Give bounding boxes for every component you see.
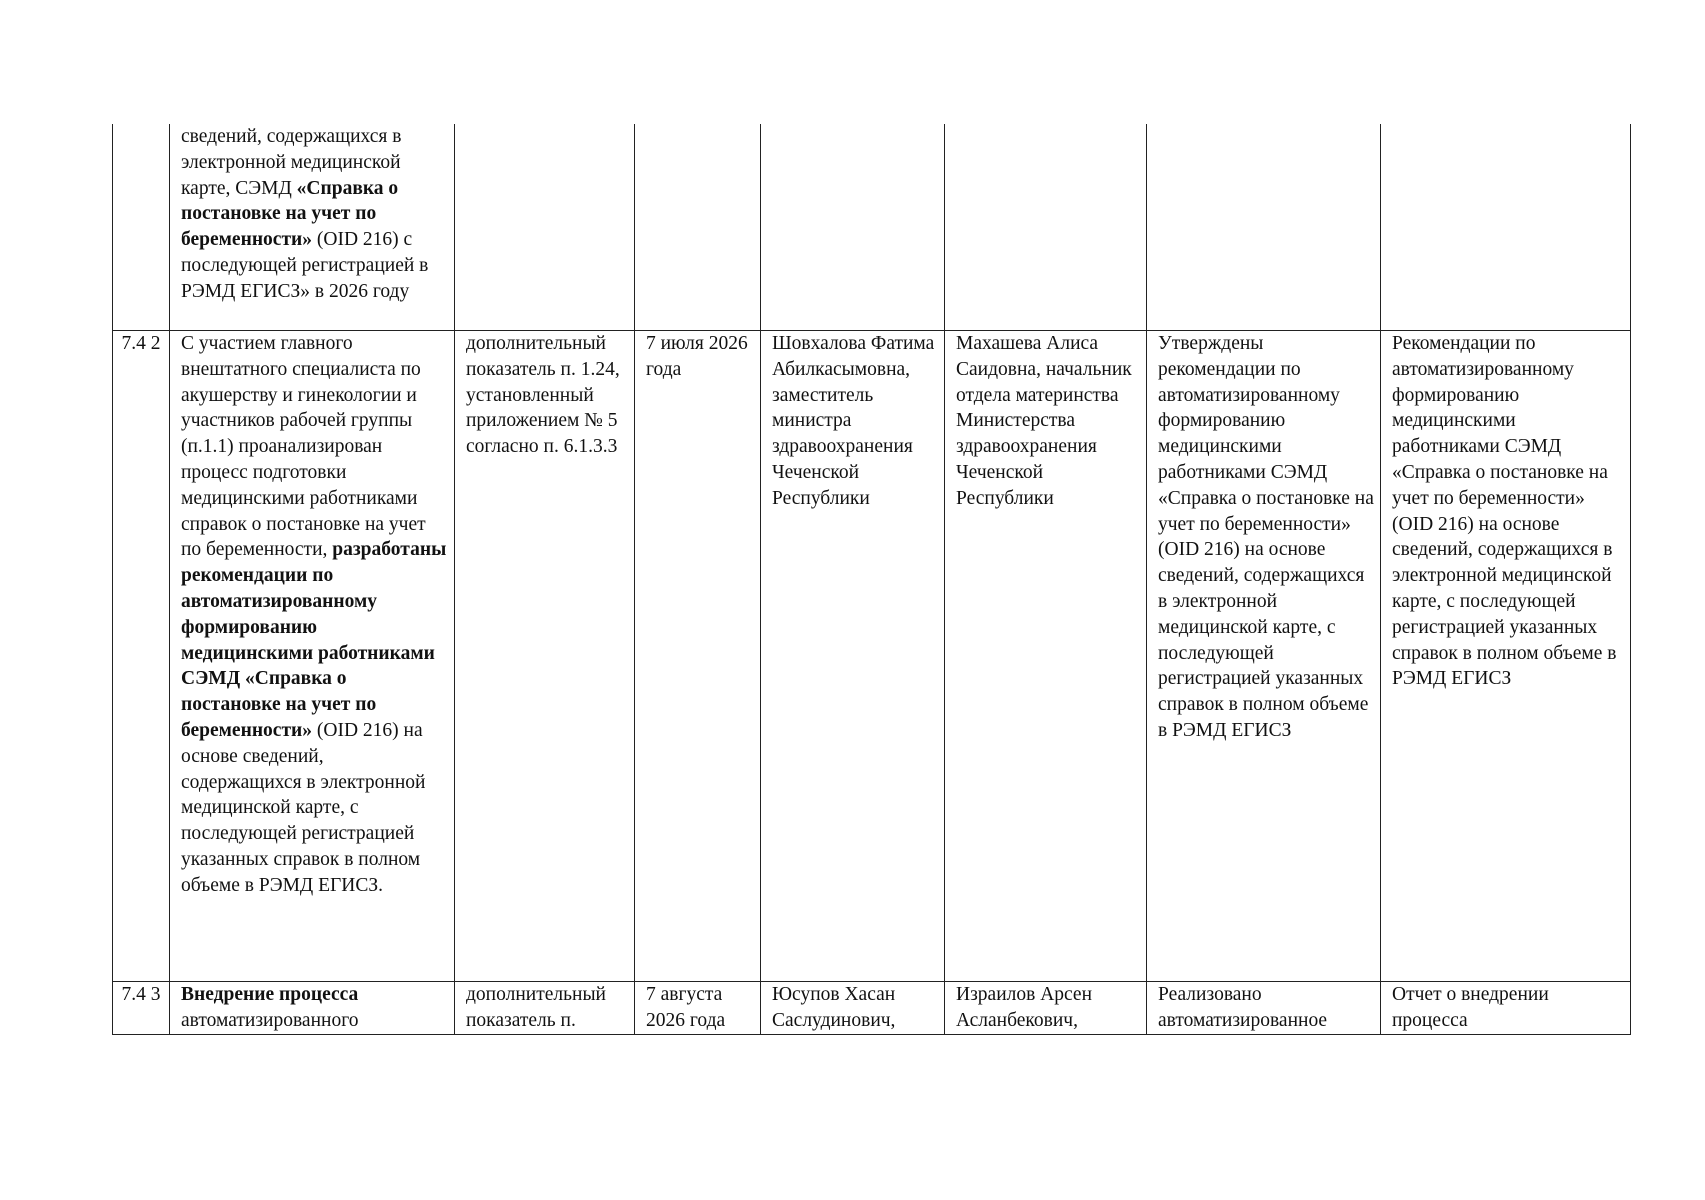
indicator-cell bbox=[455, 124, 635, 331]
document-cell: Отчет о внедрении процесса bbox=[1381, 982, 1631, 1035]
executor-cell: Израилов Арсен Асланбекович, bbox=[945, 982, 1147, 1035]
description-cell bbox=[170, 124, 455, 331]
action-plan-table bbox=[112, 124, 1631, 1035]
responsible-cell: Шовхалова Фатима Абилкасымовна, заместитель министра здравоохранения Чеченской Республики bbox=[761, 331, 945, 982]
description-bold-text: Внедрение процесса bbox=[181, 984, 359, 1005]
executor-cell bbox=[945, 124, 1147, 331]
description-text: С участием главного внештатного специалиста по акушерству и гинекологии и участников рабочей группы (п.1.1) проанализирован процесс подготовки медицинскими работниками справок о постановке на учет по беременности, bbox=[181, 333, 426, 561]
table-row-7-43 bbox=[113, 982, 1631, 1035]
indicator-cell: дополнительный показатель п. bbox=[455, 982, 635, 1035]
row-number-cell: 7.4 3 bbox=[113, 982, 170, 1035]
description-text-tail: автоматизированного bbox=[181, 1009, 359, 1031]
indicator-cell: дополнительный показатель п. 1.24, установленный приложением № 5 согласно п. 6.1.3.3 bbox=[455, 331, 635, 982]
table-row-continuation bbox=[113, 124, 1631, 331]
table-row-7-42 bbox=[113, 331, 1631, 982]
document-cell bbox=[1381, 124, 1631, 331]
description-bold-text: «Справка о постановке на учет по беременности» bbox=[181, 177, 399, 251]
deadline-cell: 7 июля 2026 года bbox=[635, 331, 761, 982]
description-cell bbox=[170, 331, 455, 982]
responsible-cell: Юсупов Хасан Саслудинович, bbox=[761, 982, 945, 1035]
description-cell bbox=[170, 982, 455, 1035]
result-cell: Утверждены рекомендации по автоматизированному формированию медицинскими работниками СЭМД «Справка о постановке на учет по беременности» (OID 216) на основе сведений, содержащихся в электронной медицинской карте, с последующей регистрацией указанных справок в полном объеме в РЭМД ЕГИСЗ bbox=[1147, 331, 1381, 982]
description-text-tail: (OID 216) с последующей регистрацией в РЭМД ЕГИСЗ» в 2026 году bbox=[181, 229, 429, 302]
deadline-cell: 7 августа 2026 года bbox=[635, 982, 761, 1035]
result-cell bbox=[1147, 124, 1381, 331]
description-text-tail: (OID 216) на основе сведений, содержащихся в электронной медицинской карте, с последующей регистрацией указанных справок в полном объеме в РЭМД ЕГИСЗ. bbox=[181, 719, 426, 896]
deadline-cell bbox=[635, 124, 761, 331]
result-cell: Реализовано автоматизированное bbox=[1147, 982, 1381, 1035]
executor-cell: Махашева Алиса Саидовна, начальник отдела материнства Министерства здравоохранения Чеченской Республики bbox=[945, 331, 1147, 982]
row-number-cell: 7.4 2 bbox=[113, 331, 170, 982]
description-bold-text: разработаны рекомендации по автоматизированному формированию медицинскими работниками СЭМД «Справка о постановке на учет по беременности» bbox=[181, 539, 447, 741]
description-text: сведений, содержащихся в электронной медицинской карте, СЭМД bbox=[181, 126, 402, 199]
responsible-cell bbox=[761, 124, 945, 331]
row-number-cell bbox=[113, 124, 170, 331]
document-cell: Рекомендации по автоматизированному формированию медицинскими работниками СЭМД «Справка о постановке на учет по беременности» (OID 216) на основе сведений, содержащихся в электронной медицинской карте, с последующей регистрацией указанных справок в полном объеме в РЭМД ЕГИСЗ bbox=[1381, 331, 1631, 982]
